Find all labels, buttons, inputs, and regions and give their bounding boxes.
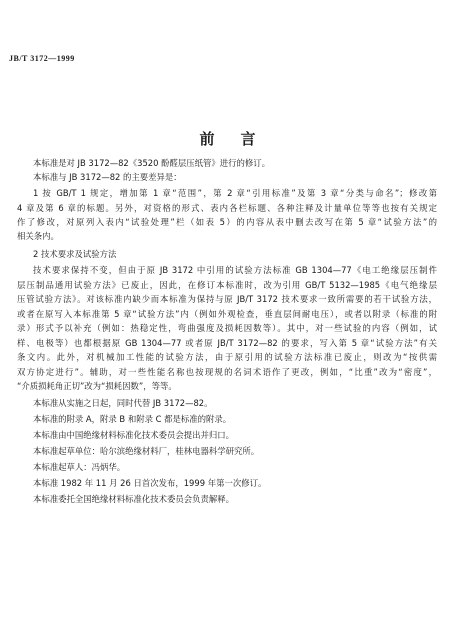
body-line: 本标准与 JB 3172—82 的主要差异是： xyxy=(33,172,182,182)
body-line: 本标准的附录 A，附录 B 和附录 C 都是标准的附录。 xyxy=(33,414,232,424)
body-line: 层压制品通用试验方法》已废止，因此，在修订本标准时，改为引用 GB/T 5132—1985《电气绝缘层 xyxy=(17,280,437,290)
body-line: 双方协定进行”。辅助，对一些性能名称也按现规的名词术语作了更改，例如，“比重”改为“密度”， xyxy=(17,367,437,377)
section-heading: 2 技术要求及试验方法 xyxy=(33,249,117,259)
body-line: 本标准 1982 年 11 月 26 日首次发布，1999 年第一次修订。 xyxy=(33,478,267,488)
body-line: 1 按 GB/T 1 规定，增加第 1 章“范围”，第 2 章“引用标准”及第 3 章“分类与命名”；修改第 xyxy=(33,188,437,198)
body-line: 相关条内。 xyxy=(17,231,59,241)
body-line: 作了修改，对原列入表内“试验处理”栏（如表 5）的内容从表中删去改写在第 5 章“试验方法”的 xyxy=(17,217,437,227)
body-line: 4 章及第 6 章的标题。另外，对资格的形式、表内各栏标题、各种注释及计量单位等等也按有关规定 xyxy=(17,203,437,213)
body-line: 条文内。此外，对机械加工性能的试验方法，由于原引用的试验方法标准已废止，则改为“按供需 xyxy=(17,352,437,362)
body-line: 本标准起草人：冯炳华。 xyxy=(33,462,126,472)
body-line: 本标准委托全国绝缘材料标准化技术委员会负责解释。 xyxy=(33,494,234,504)
body-line: 本标准是对 JB 3172—82《3520 酚醛层压纸管》进行的修订。 xyxy=(33,158,270,168)
body-line: “介质损耗角正切”改为“损耗因数”，等等。 xyxy=(17,381,177,391)
body-line: 录）形式予以补充（例如：热稳定性，弯曲强度及损耗因数等）。其中，对一些试验的内容（例如，试 xyxy=(17,323,437,333)
body-line: 压管试验方法》。对该标准内缺少而本标准为保持与原 JB/T 3172 技术要求一致所需要的若干试验方法， xyxy=(17,294,437,304)
body-line: 本标准由中国绝缘材料标准化技术委员会提出并归口。 xyxy=(33,430,234,440)
document-code: JB/T 3172—1999 xyxy=(9,54,75,63)
body-line: 样、电极等）也都根据原 GB 1304—77 或者原 JB/T 3172—82 的要求，写入第 5 章“试验方法”有关 xyxy=(17,338,437,348)
page-title: 前言 xyxy=(199,130,282,148)
body-line: 技术要求保持不变，但由于原 JB 3172 中引用的试验方法标准 GB 1304—77《电工绝缘层压制件 xyxy=(33,265,437,275)
body-line: 本标准起草单位：哈尔滨绝缘材料厂，桂林电器科学研究所。 xyxy=(33,446,260,456)
body-line: 本标准从实施之日起，同时代替 JB 3172—82。 xyxy=(33,398,213,408)
body-line: 或者在原写入本标准第 5 章“试验方法”内（例如外观检查，垂直层间耐电压），或者以附录（标准的附 xyxy=(17,309,437,319)
